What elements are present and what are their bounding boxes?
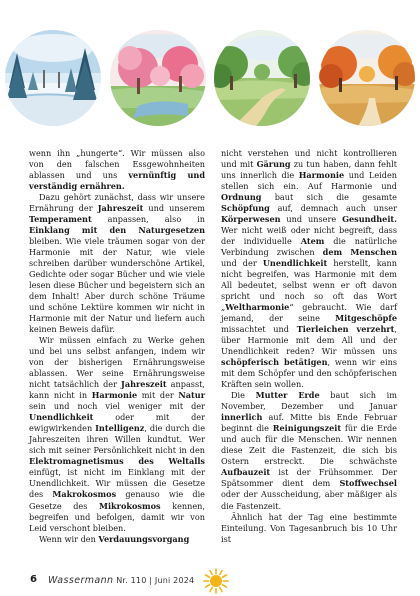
emphasis-text: Harmonie bbox=[91, 390, 138, 401]
paragraph: Wenn wir den Verdauungsvorgang bbox=[39, 533, 190, 544]
emphasis-text: vernünftig und verständig ernähren. bbox=[29, 170, 206, 192]
emphasis-text: Weltharmonie bbox=[225, 302, 290, 313]
page-number: 6 bbox=[30, 574, 37, 585]
emphasis-text: Intelligenz bbox=[95, 423, 145, 434]
issue-info: Nr. 110 | Juni 2024 bbox=[116, 576, 195, 585]
emphasis-text: Gärung bbox=[256, 159, 291, 170]
sun-ray bbox=[206, 575, 210, 577]
sun-ray bbox=[220, 587, 222, 591]
winter-landscape-illustration bbox=[3, 28, 103, 128]
emphasis-text: Gesundheit. bbox=[342, 214, 397, 225]
emphasis-text: Stoffwechsel bbox=[339, 478, 397, 489]
emphasis-text: dem Menschen bbox=[322, 247, 397, 258]
sun-ray bbox=[206, 585, 210, 587]
emphasis-text: Harmonie bbox=[298, 170, 345, 181]
emphasis-text: Tierleichen verzehrt bbox=[296, 324, 395, 335]
emphasis-text: Elektromagnetismus des Weltalls bbox=[29, 456, 205, 467]
emphasis-text: schöpferisch betätigen bbox=[221, 357, 328, 368]
emphasis-text: Reinigungszeit bbox=[272, 423, 342, 434]
emphasis-text: Mikrokosmos bbox=[98, 500, 161, 511]
article-body bbox=[0, 148, 420, 568]
emphasis-text: Unendlichkeit bbox=[262, 258, 328, 269]
magazine-name: Wassermann bbox=[48, 575, 114, 586]
emphasis-text: Unendlichkeit bbox=[29, 412, 94, 423]
paragraph: Die Mutter Erde baut sich im November, Dezember und Januar innerlich auf. Mitte bis Ende Februar beginnt die Reinigungszeit für die Erde und auch für die Menschen. Wir nennen diese Zeit die Fastenzeit, die sich bis Ostern erstreckt. Die schwächste Aufbauzeit ist der Frühsommer. Der Spätsommer dient dem Stoffwechsel oder der Ausscheidung, aber mäßiger als die Fastenzeit. bbox=[221, 390, 397, 511]
sun-ray bbox=[222, 585, 226, 587]
emphasis-text: Temperament bbox=[29, 214, 92, 225]
sun-ray bbox=[222, 575, 226, 577]
emphasis-text: Jahreszeit bbox=[120, 379, 167, 390]
spring-landscape-illustration bbox=[108, 28, 208, 128]
emphasis-text: Ordnung bbox=[221, 192, 262, 203]
emphasis-text: Körperwesen bbox=[221, 214, 281, 225]
sun-ray bbox=[210, 587, 212, 591]
emphasis-text: Natur bbox=[178, 390, 205, 401]
page-footer bbox=[0, 568, 420, 596]
sun-icon bbox=[203, 568, 229, 594]
emphasis-text: Atem bbox=[300, 236, 325, 247]
paragraph: Wir müssen einfach zu Werke gehen und bei uns selbst anfangen, indem wir von der bisherigen Ernährungsweise ablassen. Wer seine Ernährungsweise nicht tatsächlich der Jahreszeit anpasst, kann nicht in Harmonie mit der Natur sein und noch viel weniger mit der Unendlichkeit oder mit der ewigwirkenden Intelligenz, die durch die Jahreszeiten ihren Willen kundtut. Wer sich mit seiner Persönlichkeit nicht in den Elektromagnetismus des Weltalls einfügt, ist nicht im Einklang mit der Unendlichkeit. Wir müssen die Gesetze des Makrokosmos genauso wie die Gesetze des Mikrokosmos kennen, begreifen und befolgen, damit wir von Leid verschont bleiben. bbox=[29, 335, 205, 533]
emphasis-text: Mitgeschöpfe bbox=[335, 313, 397, 324]
emphasis-text: Jahreszeit bbox=[97, 203, 144, 214]
sun-ray bbox=[220, 571, 222, 575]
emphasis-text: innerlich bbox=[221, 412, 263, 423]
season-illustrations bbox=[0, 0, 420, 150]
emphasis-text: Mutter Erde bbox=[255, 390, 320, 401]
paragraph: Dazu gehört zunächst, dass wir unsere Ernährung der Jahreszeit und unserem Temperament anpassen, also in Einklang mit den Naturgesetzen bleiben. Wie viele träumen sogar von der Harmonie mit der Natur, wie viele schreiben darüber wunderschöne Artikel, Gedichte oder sogar Bücher und wie viele lesen diese Bücher und begeistern sich an dem Inhalt! Aber durch schöne Träume und schöne Lektüre kommen wir nicht in Harmonie mit der Natur und liefern auch keinen Beweis dafür. bbox=[29, 192, 205, 335]
emphasis-text: Aufbauzeit bbox=[221, 467, 271, 478]
emphasis-text: Einklang mit den Naturgesetzen bbox=[29, 225, 205, 236]
left-column bbox=[29, 148, 205, 545]
autumn-landscape-illustration bbox=[317, 28, 417, 128]
magazine-info bbox=[48, 575, 194, 586]
emphasis-text: Verdauungsvorgang bbox=[98, 533, 190, 544]
paragraph: nicht verstehen und nicht kontrollieren und mit Gärung zu tun haben, dann fehlt uns innerlich die Harmonie und Leiden stellen sich ein. Auf Harmonie und Ordnung baut sich die gesamte Schöpfung auf, demnach auch unser Körperwesen und unsere Gesundheit. Wer nicht weiß oder nicht begreift, dass der individuelle Atem die natürliche Verbindung zwischen dem Menschen und der Unendlichkeit herstellt, kann nicht begreifen, was Harmonie mit dem All bedeutet, selbst wenn er oft davon spricht und noch so oft das Wort „Weltharmonie“ gebraucht. Wie darf jemand, der seine Mitgeschöpfe missachtet und Tierleichen verzehrt, über Harmonie mit dem All und der Unendlichkeit reden? Wir müssen uns schöpferisch betätigen, wenn wir eins mit dem Schöpfer und den schöpferischen Kräften sein wollen. bbox=[221, 148, 398, 390]
sun-ray bbox=[210, 571, 212, 575]
emphasis-text: Makrokosmos bbox=[52, 489, 117, 500]
emphasis-text: Schöpfung bbox=[221, 203, 270, 214]
paragraph: Ähnlich hat der Tag eine bestimmte Einteilung. Von Tagesanbruch bis 10 Uhr ist bbox=[221, 511, 397, 544]
paragraph: wenn ihn „hungerte“. Wir müssen also von den falschen Essgewohnheiten ablassen und uns vernünftig und verständig ernähren. bbox=[29, 148, 206, 192]
summer-landscape-illustration bbox=[212, 28, 312, 128]
right-column bbox=[221, 148, 397, 545]
